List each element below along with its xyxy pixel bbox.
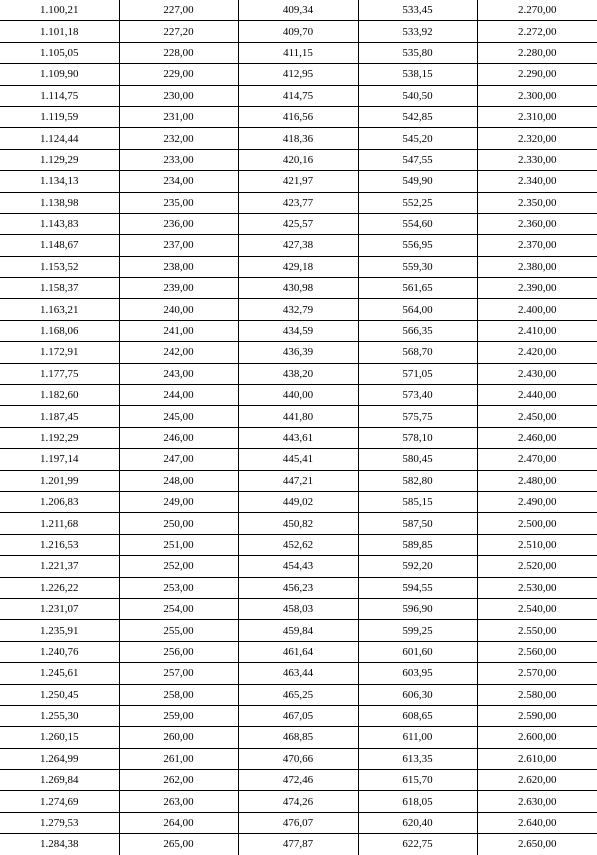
table-cell: 260,00 xyxy=(119,727,238,748)
table-row xyxy=(0,64,597,85)
table-cell: 262,00 xyxy=(119,770,238,791)
table-cell: 445,41 xyxy=(238,449,358,470)
table-cell: 252,00 xyxy=(119,556,238,577)
table-cell: 418,36 xyxy=(238,128,358,149)
table-row xyxy=(0,149,597,170)
table-cell: 2.460,00 xyxy=(477,427,597,448)
table-cell: 594,55 xyxy=(358,577,477,598)
table-row xyxy=(0,491,597,512)
table-cell: 554,60 xyxy=(358,213,477,234)
table-cell: 1.269,84 xyxy=(0,770,119,791)
table-cell: 603,95 xyxy=(358,663,477,684)
table-cell: 2.320,00 xyxy=(477,128,597,149)
table-cell: 573,40 xyxy=(358,385,477,406)
table-cell: 2.440,00 xyxy=(477,385,597,406)
table-cell: 257,00 xyxy=(119,663,238,684)
table-cell: 2.490,00 xyxy=(477,491,597,512)
table-cell: 234,00 xyxy=(119,171,238,192)
table-cell: 423,77 xyxy=(238,192,358,213)
table-cell: 1.163,21 xyxy=(0,299,119,320)
table-row xyxy=(0,85,597,106)
table-cell: 441,80 xyxy=(238,406,358,427)
table-cell: 1.284,38 xyxy=(0,834,119,855)
table-row xyxy=(0,128,597,149)
table-cell: 2.640,00 xyxy=(477,812,597,833)
table-cell: 540,50 xyxy=(358,85,477,106)
table-cell: 547,55 xyxy=(358,149,477,170)
table-cell: 568,70 xyxy=(358,342,477,363)
table-cell: 1.206,83 xyxy=(0,491,119,512)
table-cell: 1.211,68 xyxy=(0,513,119,534)
table-cell: 456,23 xyxy=(238,577,358,598)
table-cell: 2.580,00 xyxy=(477,684,597,705)
table-cell: 409,34 xyxy=(238,0,358,21)
table-cell: 1.216,53 xyxy=(0,534,119,555)
table-cell: 1.168,06 xyxy=(0,320,119,341)
table-cell: 245,00 xyxy=(119,406,238,427)
table-cell: 2.270,00 xyxy=(477,0,597,21)
table-row xyxy=(0,791,597,812)
table-cell: 1.134,13 xyxy=(0,171,119,192)
table-cell: 559,30 xyxy=(358,256,477,277)
table-cell: 1.274,69 xyxy=(0,791,119,812)
table-cell: 622,75 xyxy=(358,834,477,855)
table-cell: 236,00 xyxy=(119,213,238,234)
table-cell: 239,00 xyxy=(119,278,238,299)
table-cell: 409,70 xyxy=(238,21,358,42)
table-cell: 2.560,00 xyxy=(477,641,597,662)
table-cell: 476,07 xyxy=(238,812,358,833)
table-cell: 229,00 xyxy=(119,64,238,85)
table-cell: 561,65 xyxy=(358,278,477,299)
table-cell: 580,45 xyxy=(358,449,477,470)
table-cell: 425,57 xyxy=(238,213,358,234)
table-cell: 241,00 xyxy=(119,320,238,341)
table-cell: 575,75 xyxy=(358,406,477,427)
table-cell: 2.430,00 xyxy=(477,363,597,384)
table-cell: 447,21 xyxy=(238,470,358,491)
table-cell: 582,80 xyxy=(358,470,477,491)
table-cell: 248,00 xyxy=(119,470,238,491)
table-cell: 564,00 xyxy=(358,299,477,320)
table-cell: 571,05 xyxy=(358,363,477,384)
table-cell: 611,00 xyxy=(358,727,477,748)
table-cell: 538,15 xyxy=(358,64,477,85)
table-cell: 1.153,52 xyxy=(0,256,119,277)
table-cell: 2.272,00 xyxy=(477,21,597,42)
table-cell: 549,90 xyxy=(358,171,477,192)
table-row xyxy=(0,213,597,234)
table-cell: 2.630,00 xyxy=(477,791,597,812)
table-cell: 596,90 xyxy=(358,598,477,619)
table-row xyxy=(0,770,597,791)
table-cell: 566,35 xyxy=(358,320,477,341)
table-cell: 1.172,91 xyxy=(0,342,119,363)
table-row xyxy=(0,235,597,256)
table-cell: 232,00 xyxy=(119,128,238,149)
table-cell: 613,35 xyxy=(358,748,477,769)
table-row xyxy=(0,705,597,726)
table-cell: 2.550,00 xyxy=(477,620,597,641)
table-row xyxy=(0,641,597,662)
table-row xyxy=(0,748,597,769)
table-cell: 416,56 xyxy=(238,106,358,127)
table-cell: 468,85 xyxy=(238,727,358,748)
table-row xyxy=(0,577,597,598)
table-cell: 459,84 xyxy=(238,620,358,641)
table-row xyxy=(0,513,597,534)
table-cell: 430,98 xyxy=(238,278,358,299)
table-cell: 2.350,00 xyxy=(477,192,597,213)
table-cell: 592,20 xyxy=(358,556,477,577)
table-cell: 429,18 xyxy=(238,256,358,277)
table-cell: 1.245,61 xyxy=(0,663,119,684)
table-cell: 255,00 xyxy=(119,620,238,641)
table-cell: 251,00 xyxy=(119,534,238,555)
table-cell: 1.143,83 xyxy=(0,213,119,234)
table-row xyxy=(0,556,597,577)
table-cell: 227,00 xyxy=(119,0,238,21)
table-row xyxy=(0,406,597,427)
table-cell: 2.510,00 xyxy=(477,534,597,555)
table-cell: 552,25 xyxy=(358,192,477,213)
table-cell: 1.192,29 xyxy=(0,427,119,448)
table-row xyxy=(0,256,597,277)
table-row xyxy=(0,171,597,192)
table-row xyxy=(0,278,597,299)
table-cell: 450,82 xyxy=(238,513,358,534)
table-cell: 256,00 xyxy=(119,641,238,662)
table-row xyxy=(0,534,597,555)
table-row xyxy=(0,598,597,619)
table-cell: 242,00 xyxy=(119,342,238,363)
table-cell: 615,70 xyxy=(358,770,477,791)
table-cell: 533,45 xyxy=(358,0,477,21)
table-row xyxy=(0,470,597,491)
table-cell: 2.610,00 xyxy=(477,748,597,769)
table-cell: 1.158,37 xyxy=(0,278,119,299)
table-cell: 237,00 xyxy=(119,235,238,256)
table-cell: 250,00 xyxy=(119,513,238,534)
table-cell: 1.260,15 xyxy=(0,727,119,748)
table-cell: 227,20 xyxy=(119,21,238,42)
table-cell: 1.177,75 xyxy=(0,363,119,384)
table-cell: 2.530,00 xyxy=(477,577,597,598)
table-row xyxy=(0,192,597,213)
table-cell: 533,92 xyxy=(358,21,477,42)
table-cell: 253,00 xyxy=(119,577,238,598)
table-cell: 2.590,00 xyxy=(477,705,597,726)
table-cell: 434,59 xyxy=(238,320,358,341)
table-cell: 2.470,00 xyxy=(477,449,597,470)
table-cell: 420,16 xyxy=(238,149,358,170)
table-cell: 438,20 xyxy=(238,363,358,384)
table-cell: 589,85 xyxy=(358,534,477,555)
table-row xyxy=(0,620,597,641)
table-cell: 412,95 xyxy=(238,64,358,85)
table-row xyxy=(0,299,597,320)
table-cell: 2.380,00 xyxy=(477,256,597,277)
table-cell: 545,20 xyxy=(358,128,477,149)
table-row xyxy=(0,385,597,406)
table-cell: 2.540,00 xyxy=(477,598,597,619)
table-cell: 2.310,00 xyxy=(477,106,597,127)
table-cell: 1.124,44 xyxy=(0,128,119,149)
table-cell: 2.500,00 xyxy=(477,513,597,534)
table-cell: 472,46 xyxy=(238,770,358,791)
table-cell: 535,80 xyxy=(358,42,477,63)
table-cell: 432,79 xyxy=(238,299,358,320)
table-cell: 1.279,53 xyxy=(0,812,119,833)
table-cell: 2.420,00 xyxy=(477,342,597,363)
table-cell: 1.129,29 xyxy=(0,149,119,170)
table-cell: 2.520,00 xyxy=(477,556,597,577)
table-cell: 477,87 xyxy=(238,834,358,855)
table-cell: 230,00 xyxy=(119,85,238,106)
table-cell: 1.105,05 xyxy=(0,42,119,63)
table-cell: 2.290,00 xyxy=(477,64,597,85)
table-cell: 601,60 xyxy=(358,641,477,662)
table-cell: 542,85 xyxy=(358,106,477,127)
table-cell: 620,40 xyxy=(358,812,477,833)
table-cell: 243,00 xyxy=(119,363,238,384)
table-cell: 606,30 xyxy=(358,684,477,705)
table-cell: 2.650,00 xyxy=(477,834,597,855)
table-row xyxy=(0,363,597,384)
table-row xyxy=(0,106,597,127)
table-cell: 228,00 xyxy=(119,42,238,63)
table-row xyxy=(0,449,597,470)
table-cell: 465,25 xyxy=(238,684,358,705)
table-row xyxy=(0,663,597,684)
table-cell: 246,00 xyxy=(119,427,238,448)
table-cell: 1.109,90 xyxy=(0,64,119,85)
table-row xyxy=(0,427,597,448)
table-cell: 463,44 xyxy=(238,663,358,684)
table-cell: 421,97 xyxy=(238,171,358,192)
table-row xyxy=(0,834,597,855)
table-cell: 449,02 xyxy=(238,491,358,512)
table-cell: 411,15 xyxy=(238,42,358,63)
table-row xyxy=(0,42,597,63)
table-cell: 258,00 xyxy=(119,684,238,705)
table-cell: 238,00 xyxy=(119,256,238,277)
table-cell: 2.360,00 xyxy=(477,213,597,234)
table-row xyxy=(0,21,597,42)
table-cell: 1.250,45 xyxy=(0,684,119,705)
table-cell: 2.570,00 xyxy=(477,663,597,684)
table-cell: 244,00 xyxy=(119,385,238,406)
table-cell: 235,00 xyxy=(119,192,238,213)
table-row xyxy=(0,320,597,341)
table-row xyxy=(0,0,597,21)
table-cell: 1.226,22 xyxy=(0,577,119,598)
table-cell: 265,00 xyxy=(119,834,238,855)
table-cell: 233,00 xyxy=(119,149,238,170)
table-cell: 470,66 xyxy=(238,748,358,769)
table-cell: 1.138,98 xyxy=(0,192,119,213)
table-cell: 1.100,21 xyxy=(0,0,119,21)
table-cell: 608,65 xyxy=(358,705,477,726)
table-cell: 1.119,59 xyxy=(0,106,119,127)
table-cell: 259,00 xyxy=(119,705,238,726)
table-cell: 467,05 xyxy=(238,705,358,726)
table-cell: 587,50 xyxy=(358,513,477,534)
table-row xyxy=(0,684,597,705)
table-cell: 1.182,60 xyxy=(0,385,119,406)
table-cell: 2.280,00 xyxy=(477,42,597,63)
table-cell: 264,00 xyxy=(119,812,238,833)
table-cell: 2.370,00 xyxy=(477,235,597,256)
table-cell: 556,95 xyxy=(358,235,477,256)
table-cell: 247,00 xyxy=(119,449,238,470)
table-cell: 1.101,18 xyxy=(0,21,119,42)
table-cell: 585,15 xyxy=(358,491,477,512)
table-cell: 443,61 xyxy=(238,427,358,448)
table-row xyxy=(0,342,597,363)
table-cell: 249,00 xyxy=(119,491,238,512)
table-cell: 1.255,30 xyxy=(0,705,119,726)
table-cell: 2.400,00 xyxy=(477,299,597,320)
table-row xyxy=(0,727,597,748)
table-cell: 1.231,07 xyxy=(0,598,119,619)
table-cell: 231,00 xyxy=(119,106,238,127)
table-cell: 436,39 xyxy=(238,342,358,363)
table-cell: 1.114,75 xyxy=(0,85,119,106)
table-cell: 452,62 xyxy=(238,534,358,555)
table-cell: 2.620,00 xyxy=(477,770,597,791)
table-cell: 2.340,00 xyxy=(477,171,597,192)
table-cell: 427,38 xyxy=(238,235,358,256)
table-cell: 2.600,00 xyxy=(477,727,597,748)
table-cell: 240,00 xyxy=(119,299,238,320)
table-cell: 461,64 xyxy=(238,641,358,662)
table-cell: 2.300,00 xyxy=(477,85,597,106)
table-cell: 2.410,00 xyxy=(477,320,597,341)
table-cell: 618,05 xyxy=(358,791,477,812)
table-cell: 2.450,00 xyxy=(477,406,597,427)
table-cell: 1.221,37 xyxy=(0,556,119,577)
table-cell: 2.390,00 xyxy=(477,278,597,299)
table-cell: 1.201,99 xyxy=(0,470,119,491)
table-cell: 1.235,91 xyxy=(0,620,119,641)
table-cell: 2.330,00 xyxy=(477,149,597,170)
table-row xyxy=(0,812,597,833)
table-cell: 261,00 xyxy=(119,748,238,769)
table-cell: 474,26 xyxy=(238,791,358,812)
table-cell: 458,03 xyxy=(238,598,358,619)
table-cell: 440,00 xyxy=(238,385,358,406)
table-cell: 263,00 xyxy=(119,791,238,812)
table-cell: 1.187,45 xyxy=(0,406,119,427)
table-cell: 454,43 xyxy=(238,556,358,577)
table-cell: 414,75 xyxy=(238,85,358,106)
table-cell: 254,00 xyxy=(119,598,238,619)
table-cell: 1.148,67 xyxy=(0,235,119,256)
table-cell: 578,10 xyxy=(358,427,477,448)
table-cell: 1.264,99 xyxy=(0,748,119,769)
table-cell: 1.197,14 xyxy=(0,449,119,470)
table-cell: 1.240,76 xyxy=(0,641,119,662)
table-cell: 2.480,00 xyxy=(477,470,597,491)
table-cell: 599,25 xyxy=(358,620,477,641)
